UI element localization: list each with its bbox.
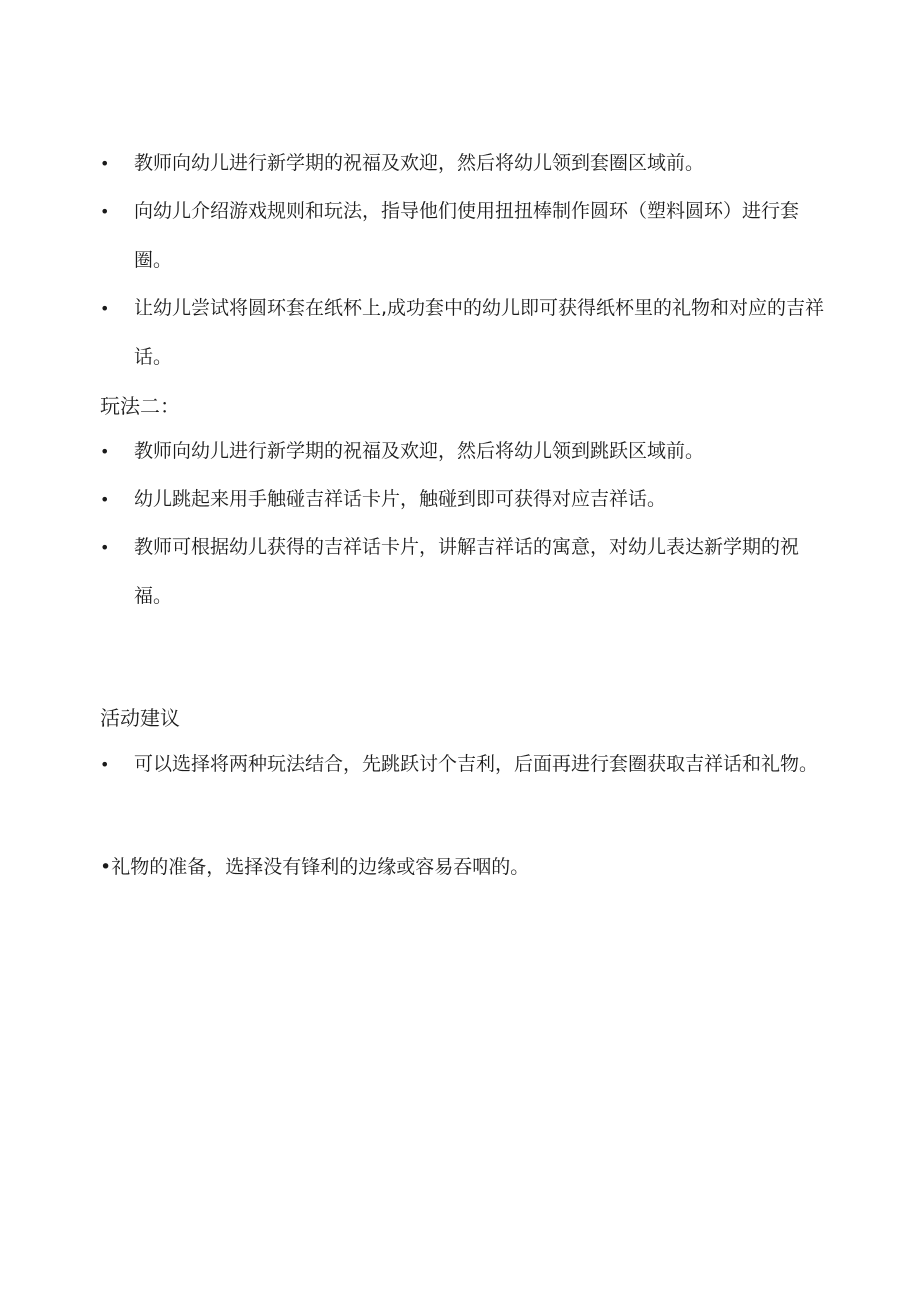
bullet: • — [100, 442, 110, 461]
list-item — [100, 475, 830, 524]
list-item — [100, 139, 830, 188]
list-item — [100, 427, 830, 476]
list-item-text: 向幼儿介绍游戏规则和玩法，指导他们使用扭扭棒制作圆环（塑料圆环）进行套圈。 — [134, 200, 800, 271]
bullet: • — [100, 538, 110, 557]
list-item-text: 教师向幼儿进行新学期的祝福及欢迎，然后将幼儿领到跳跃区域前。 — [134, 440, 705, 462]
bullet: • — [100, 490, 110, 509]
bullet: • — [100, 755, 110, 774]
list-item — [100, 523, 830, 621]
list-item-text: 幼儿跳起来用手触碰吉祥话卡片，触碰到即可获得对应吉祥话。 — [134, 488, 667, 510]
list-item — [100, 187, 830, 285]
bullet: • — [100, 154, 110, 173]
list-item-text: 让幼儿尝试将圆环套在纸杯上,成功套中的幼儿即可获得纸杯里的礼物和对应的吉祥话。 — [134, 297, 825, 368]
list-item-text: 可以选择将两种玩法结合，先跳跃讨个吉利，后面再进行套圈获取吉祥话和礼物。 — [134, 753, 819, 775]
list-item-text: 教师向幼儿进行新学期的祝福及欢迎，然后将幼儿领到套圈区域前。 — [134, 152, 705, 174]
list-item-unindented: •礼物的准备，选择没有锋利的边缘或容易吞咽的。 — [100, 856, 530, 878]
section-heading: 活动建议 — [100, 706, 180, 730]
bullet: • — [100, 299, 110, 318]
list-item-text: 教师可根据幼儿获得的吉祥话卡片，讲解吉祥话的寓意，对幼儿表达新学期的祝福。 — [134, 536, 800, 607]
bullet: • — [100, 202, 110, 221]
list-item — [100, 284, 830, 382]
list-item — [100, 740, 830, 789]
section-heading: 玩法二： — [100, 394, 180, 418]
